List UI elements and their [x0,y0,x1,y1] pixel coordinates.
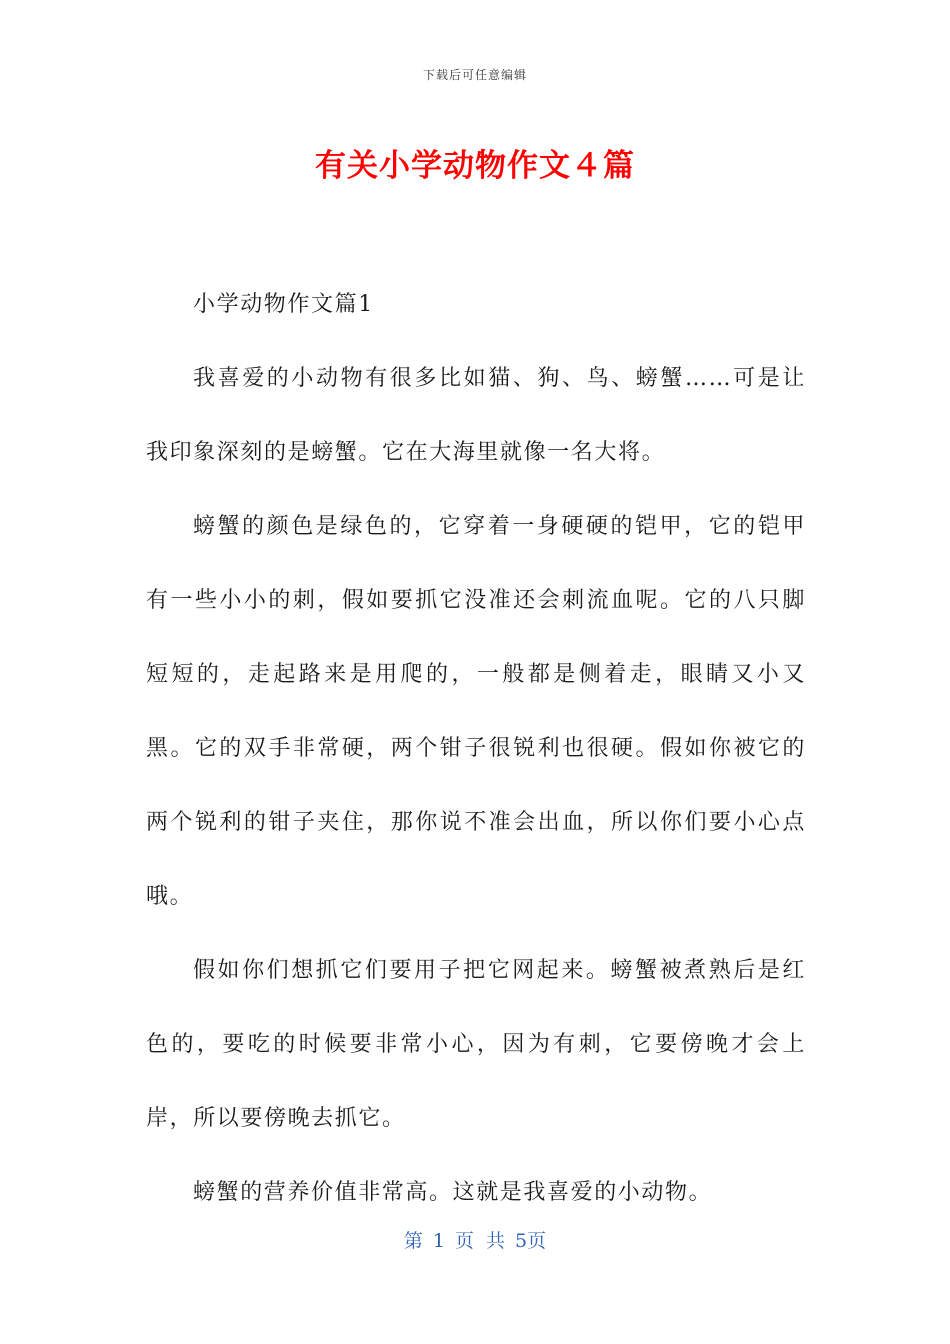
footer-current-page: 1 [432,1230,445,1252]
document-body [146,268,806,1230]
page-number-footer [0,1226,950,1253]
footer-mid: 页 共 [454,1230,506,1252]
paragraph-conclusion: 螃蟹的营养价值非常高。这就是我喜爱的小动物。 [193,1180,713,1205]
footer-total-pages: 5页 [515,1230,547,1252]
header-note: 下载后可任意编辑 [422,68,527,82]
footer-prefix: 第 [403,1230,423,1252]
paragraph-appearance: 螃蟹的颜色是绿色的，它穿着一身硬硬的铠甲，它的铠甲有一些小小的刺，假如要抓它没准还会刺流血呢。它的八只脚短短的，走起路来是用爬的，一般都是侧着走，眼睛又小又黑。它的双手非常硬，两个钳子很锐利也很硬。假如你被它的两个锐利的钳子夹住，那你说不准会出血，所以你们要小心点哦。 [146,514,806,909]
paragraph-intro: 我喜爱的小动物有很多比如猫、狗、鸟、螃蟹……可是让我印象深刻的是螃蟹。它在大海里就像一名大将。 [146,366,806,465]
document-title: 有关小学动物作文４篇 [315,148,635,184]
paragraph-section-heading: 小学动物作文篇1 [193,292,374,317]
paragraph-catching: 假如你们想抓它们要用子把它网起来。螃蟹被煮熟后是红色的，要吃的时候要非常小心，因为有刺，它要傍晚才会上岸，所以要傍晚去抓它。 [146,958,806,1131]
